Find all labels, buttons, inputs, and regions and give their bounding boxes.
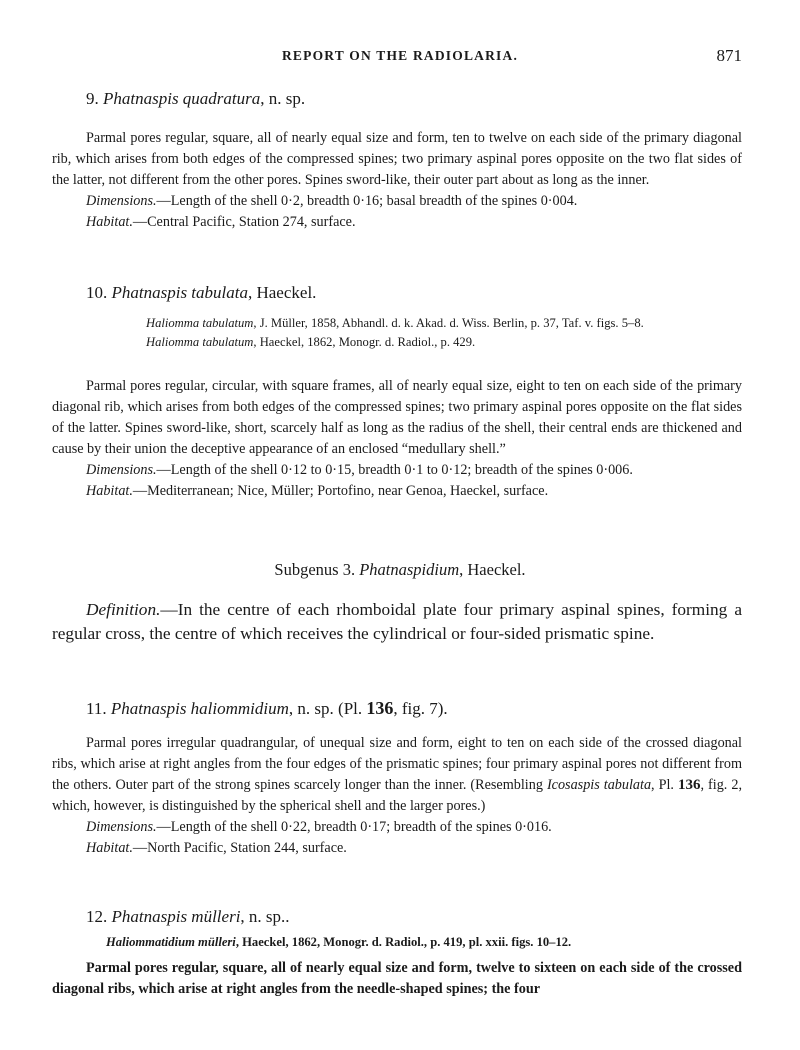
- subgenus-heading: [0, 560, 800, 580]
- dimensions-text: —Length of the shell 0·2, breadth 0·16; basal breadth of the spines 0·004.: [156, 193, 578, 209]
- habitat-text: —North Pacific, Station 244, surface.: [132, 840, 347, 856]
- species-12-synonyms: [52, 933, 742, 952]
- species-number: 10.: [86, 283, 108, 302]
- habitat-text: —Mediterranean; Nice, Müller; Portofino, near Genoa, Haeckel, surface.: [132, 483, 549, 499]
- habitat-line: [52, 838, 742, 859]
- synonym-entry: [52, 333, 742, 352]
- reference-name: Icosaspis tabulata: [546, 777, 652, 793]
- species-number: 12.: [86, 907, 108, 926]
- habitat-label: Habitat.: [86, 214, 133, 230]
- subgenus-authority: , Haeckel.: [459, 560, 526, 579]
- species-authority: , n. sp.: [260, 89, 306, 108]
- synonym-entry: [52, 314, 742, 333]
- habitat-line: [52, 481, 742, 502]
- dimensions-text: —Length of the shell 0·12 to 0·15, breadth 0·1 to 0·12; breadth of the spines 0·006.: [156, 462, 633, 478]
- synonym-name: Haliomma tabulatum: [146, 335, 254, 349]
- reference-plate-number: 136: [677, 777, 701, 793]
- species-name: Phatnaspis quadratura: [103, 89, 261, 108]
- species-11-entry: [52, 733, 742, 859]
- species-authority: , n. sp..: [240, 907, 290, 926]
- species-number: 9.: [86, 89, 99, 108]
- dimensions-line: [52, 460, 742, 481]
- dimensions-label: Dimensions.: [86, 462, 157, 478]
- species-10-synonyms: [52, 314, 742, 352]
- species-description: Parmal pores regular, square, all of nearly equal size and form, ten to twelve on each side of the primary diagonal rib, which arises from both edges of the compressed spines; two primary aspinal pores opposite on the two flat sides of the latter, not different from the other pores. Spines sword-like, their outer part about as long as the inner.: [52, 130, 742, 188]
- definition-paragraph: [52, 598, 742, 646]
- habitat-line: [52, 212, 742, 233]
- page-number: 871: [716, 46, 742, 65]
- synonym-entry: [52, 933, 742, 952]
- subgenus-name: Phatnaspidium: [359, 560, 460, 579]
- synonym-name: Haliomma tabulatum: [146, 316, 254, 330]
- species-name: Phatnaspis haliommidium: [110, 699, 289, 718]
- species-10-title: [86, 282, 776, 304]
- figure-ref: , fig. 7).: [393, 699, 448, 718]
- dimensions-text: —Length of the shell 0·22, breadth 0·17; breadth of the spines 0·016.: [156, 819, 552, 835]
- species-12-entry: [52, 958, 742, 1000]
- species-authority: , n. sp. (Pl.: [288, 699, 367, 718]
- reference-plate-prefix: , Pl.: [651, 777, 678, 793]
- species-description: Parmal pores regular, square, all of nearly equal size and form, twelve to sixteen on each side of the crossed diagonal ribs, which arise at right angles from the needle-shaped spines; the four: [52, 960, 742, 997]
- synonym-text: , Haeckel, 1862, Monogr. d. Radiol., p. 429.: [253, 335, 476, 349]
- species-authority: , Haeckel.: [247, 283, 317, 302]
- species-name: Phatnaspis mülleri: [111, 907, 241, 926]
- dimensions-label: Dimensions.: [86, 819, 157, 835]
- dimensions-line: [52, 191, 742, 212]
- species-11-title: [86, 697, 776, 720]
- habitat-text: —Central Pacific, Station 274, surface.: [132, 214, 356, 230]
- species-9-entry: [52, 128, 742, 233]
- species-9-title: [86, 88, 776, 110]
- habitat-label: Habitat.: [86, 483, 133, 499]
- species-description: Parmal pores regular, circular, with square frames, all of nearly equal size, eight to ten on each side of the primary diagonal rib, which arises from both edges of the compressed spines; two primary aspinal pores opposite on the flat sides of the latter. Spines sword-like, short, scarcely half as long as the radius of the shell, their central ends are thickened and cause by their union the deceptive appearance of an enclosed “medullary shell.”: [52, 378, 742, 457]
- species-description: [52, 733, 742, 817]
- page-header: [0, 46, 800, 70]
- species-10-entry: [52, 376, 742, 502]
- synonym-text: , Haeckel, 1862, Monogr. d. Radiol., p. 419, pl. xxii. figs. 10–12.: [235, 935, 572, 949]
- description-part: , fig. 2, which, however, is distinguished by the spherical shell and the larger pores.): [52, 777, 742, 814]
- synonym-text: , J. Müller, 1858, Abhandl. d. k. Akad. d. Wiss. Berlin, p. 37, Taf. v. figs. 5–8.: [253, 316, 644, 330]
- species-name: Phatnaspis tabulata: [111, 283, 248, 302]
- running-title: REPORT ON THE RADIOLARIA.: [281, 48, 519, 63]
- definition-text: —In the centre of each rhomboidal plate four primary aspinal spines, forming a regular cross, the centre of which receives the cylindrical or four-sided prismatic spine.: [52, 600, 742, 643]
- definition-label: Definition.: [86, 600, 161, 619]
- subgenus-definition: [52, 598, 742, 646]
- dimensions-line: [52, 817, 742, 838]
- species-12-title: [86, 906, 776, 928]
- synonym-name: Haliommatidium mülleri: [106, 935, 236, 949]
- species-number: 11.: [86, 699, 107, 718]
- habitat-label: Habitat.: [86, 840, 133, 856]
- description-part: Parmal pores irregular quadrangular, of unequal size and form, eight to ten on each side of the crossed diagonal ribs, which arise at right angles from the four edges of the prismatic spines; four primary aspinal pores not different from the others. Outer part of the strong spines scarcely longer than the inner. (Resembling: [52, 735, 742, 793]
- dimensions-label: Dimensions.: [86, 193, 157, 209]
- subgenus-prefix: Subgenus 3.: [274, 560, 360, 579]
- plate-number: 136: [366, 698, 394, 718]
